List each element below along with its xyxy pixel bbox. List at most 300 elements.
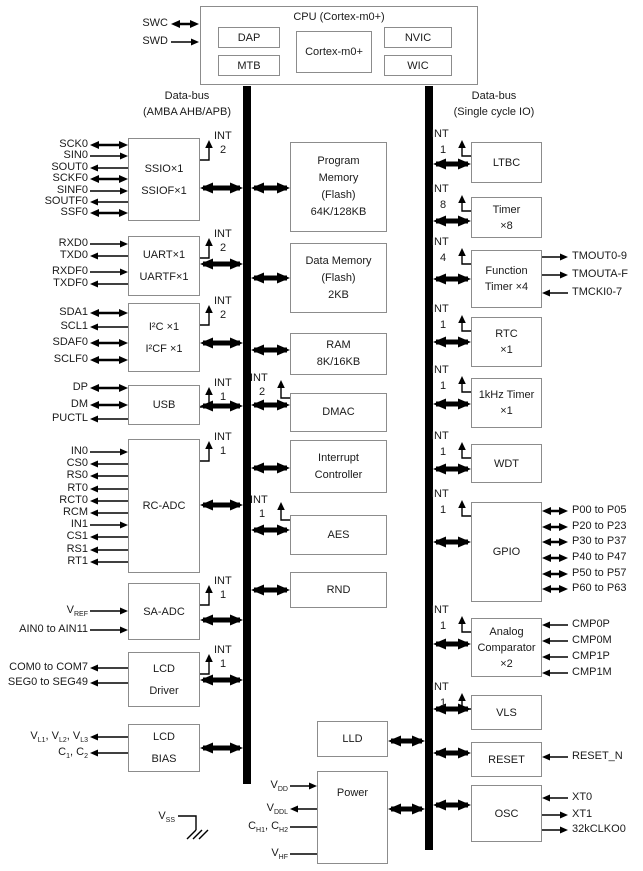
debug-signal-arrow-icon: [171, 20, 199, 28]
interrupt-label: INT: [431, 236, 449, 248]
block-program-memory: [290, 142, 387, 232]
block-timer: [471, 197, 542, 238]
block-label-line: UART×1: [142, 249, 186, 261]
i2c-bus-arrow: [200, 338, 243, 349]
timer-bus-arrow: [433, 216, 471, 227]
block-rc-adc: [128, 439, 200, 573]
analog-comparator-bus-arrow: [433, 639, 471, 650]
block-label-line: (Flash): [321, 189, 356, 201]
signal-label: XT1: [572, 808, 593, 820]
signal-arrow-icon: [90, 498, 128, 505]
reset-bus-arrow: [433, 748, 471, 759]
signal-arrow-icon: [542, 554, 568, 562]
bus-label-line: Data-bus: [471, 90, 517, 102]
block-usb: [128, 385, 200, 425]
interrupt-label: INT: [214, 130, 232, 142]
signal-arrow-icon: [90, 281, 128, 288]
signal-arrow-icon: [542, 622, 568, 629]
lld-bus-arrow: [388, 736, 425, 747]
interrupt-count: 1: [220, 445, 227, 457]
signal-label: RESET_N: [572, 750, 623, 762]
signal-label: RT1: [67, 555, 88, 567]
block-label-line: I²C ×1: [148, 320, 180, 333]
block-vls: [471, 695, 542, 730]
block-lcd-bias: [128, 724, 200, 772]
signal-arrow-icon: [90, 473, 128, 480]
rc-adc-bus-arrow: [200, 500, 243, 511]
interrupt-count: 1: [440, 504, 447, 516]
signal-label: CMP1M: [572, 666, 612, 678]
signal-label: P00 to P05: [572, 504, 627, 516]
signal-label: TMOUTA-F: [572, 268, 629, 280]
signal-label: [0, 745, 88, 759]
block-interrupt-controller: [290, 440, 387, 493]
signal-arrow-icon: [90, 188, 128, 195]
block-label-line: Data Memory: [305, 254, 372, 267]
block-osc: [471, 785, 542, 842]
signal-label: [0, 603, 88, 617]
cpu-sub-block-label: NVIC: [404, 31, 432, 44]
interrupt-count: 1: [220, 391, 227, 403]
signal-label: IN0: [70, 445, 88, 457]
block-label-line: RAM: [326, 339, 351, 351]
interrupt-label: INT: [431, 183, 449, 195]
block-label-line: SA-ADC: [143, 605, 185, 618]
osc-bus-arrow: [433, 800, 471, 811]
signal-arrow-icon: [542, 638, 568, 645]
label-subscript: H1: [256, 827, 265, 835]
signal-arrow-icon: [90, 141, 128, 149]
signal-label: [195, 778, 288, 792]
cpu-sub-block-2: [296, 31, 372, 73]
signal-arrow-icon: [290, 806, 317, 813]
interrupt-count: 2: [220, 144, 227, 156]
signal-arrow-icon: [542, 812, 568, 819]
interrupt-label: INT: [214, 228, 232, 240]
function-timer-bus-arrow: [433, 274, 471, 285]
signal-arrow-icon: [90, 199, 128, 206]
signal-label: RXD0: [58, 237, 88, 249]
label-subscript: DDL: [273, 809, 288, 817]
interrupt-count: 1: [259, 508, 266, 520]
cpu-sub-block-label: DAP: [237, 31, 261, 44]
signal-label: RT0: [67, 482, 88, 494]
lcd-bias-bus-arrow: [200, 743, 243, 754]
signal-label: TMOUT0-9: [572, 250, 627, 262]
block-label-line: Timer ×4: [484, 281, 529, 293]
rnd-bus-arrow: [251, 585, 290, 596]
signal-arrow-icon: [542, 754, 568, 761]
signal-label: SINF0: [56, 184, 88, 196]
signal-arrow-icon: [90, 165, 128, 172]
block-rtc: [471, 317, 542, 367]
interrupt-arrow-icon: [458, 442, 471, 458]
single-cycle-io-bus: [425, 86, 433, 850]
signal-arrow-icon: [90, 175, 128, 183]
interrupt-count: 4: [440, 252, 447, 264]
signal-arrow-icon: [90, 534, 128, 541]
program-memory-bus-arrow: [251, 183, 290, 194]
ltbc-bus-arrow: [433, 159, 471, 170]
block-i2c: [128, 303, 200, 372]
signal-arrow-icon: [90, 734, 128, 741]
cpu-sub-block-label: Cortex-m0+: [305, 46, 363, 58]
block-label-line: ×1: [500, 344, 513, 356]
interrupt-label: INT: [431, 604, 449, 616]
signal-label: RS1: [66, 543, 88, 555]
interrupt-controller-bus-arrow: [251, 463, 290, 474]
label-segment: V: [158, 810, 166, 822]
signal-arrow-icon: [542, 670, 568, 677]
signal-arrow-icon: [90, 153, 128, 160]
label-segment: V: [30, 730, 38, 742]
signal-label: CS0: [66, 457, 88, 469]
signal-arrow-icon: [90, 486, 128, 493]
signal-label: [195, 846, 288, 860]
cpu-sub-block-label: WIC: [407, 59, 429, 72]
signal-label: SDAF0: [52, 336, 88, 348]
signal-label: SEG0 to SEG49: [7, 676, 88, 688]
signal-label: P40 to P47: [572, 551, 627, 563]
block-label-line: ×8: [500, 219, 513, 232]
block-aes: [290, 515, 387, 555]
interrupt-arrow-icon: [200, 140, 213, 160]
signal-arrow-icon: [542, 254, 568, 261]
bus-label-left: [120, 88, 254, 120]
signal-arrow-icon: [90, 750, 128, 757]
block-reset: [471, 742, 542, 777]
block-label-line: LCD: [152, 731, 175, 743]
label-subscript: REF: [74, 611, 88, 619]
signal-label: DP: [72, 381, 88, 393]
signal-label: RCM: [62, 506, 88, 518]
block-data-memory: [290, 243, 387, 313]
cpu-title: CPU (Cortex-m0+): [293, 11, 385, 23]
signal-arrow-icon: [90, 461, 128, 468]
signal-label: COM0 to COM7: [9, 661, 88, 673]
block-label-line: OSC: [494, 807, 519, 820]
signal-label: IN1: [70, 518, 88, 530]
signal-arrow-icon: [542, 538, 568, 546]
signal-arrow-icon: [90, 559, 128, 566]
block-label-line: 64K/128KB: [310, 206, 367, 218]
signal-label: SOUTF0: [44, 195, 88, 207]
interrupt-count: 2: [220, 309, 227, 321]
block-label-line: Power: [336, 787, 369, 799]
signal-arrow-icon: [290, 783, 317, 790]
block-sa-adc: [128, 583, 200, 640]
block-label-line: BIAS: [151, 753, 177, 765]
interrupt-label: INT: [431, 488, 449, 500]
signal-label: RCT0: [59, 494, 88, 506]
interrupt-count: 1: [440, 319, 447, 331]
uart-bus-arrow: [200, 259, 243, 270]
label-subscript: HF: [278, 854, 288, 862]
block-label-line: Driver: [149, 684, 179, 697]
interrupt-arrow-icon: [200, 305, 213, 325]
signal-arrow-icon: [90, 665, 128, 672]
interrupt-count: 1: [440, 620, 447, 632]
cpu-sub-block-0: [218, 27, 280, 48]
ssio-bus-arrow: [200, 183, 243, 194]
block-label-line: GPIO: [492, 546, 521, 558]
block-label-line: USB: [152, 399, 176, 411]
block-label-line: LTBC: [492, 156, 521, 169]
interrupt-label: INT: [214, 575, 232, 587]
lcd-driver-bus-arrow: [200, 675, 243, 686]
bus-label-line: Data-bus: [164, 90, 210, 102]
signal-arrow-icon: [90, 416, 128, 423]
signal-arrow-icon: [542, 570, 568, 578]
signal-arrow-icon: [90, 209, 128, 217]
bus-label-right: [432, 88, 556, 120]
interrupt-arrow-icon: [458, 500, 471, 516]
interrupt-arrow-icon: [200, 238, 213, 258]
label-subscript: DD: [277, 786, 288, 794]
interrupt-arrow-icon: [458, 248, 471, 264]
block-label-line: Interrupt: [318, 451, 359, 464]
interrupt-arrow-icon: [458, 140, 471, 156]
label-segment: C: [58, 746, 67, 758]
block-label-line: ×1: [500, 405, 513, 417]
label-segment: , C: [70, 746, 85, 758]
block-label-line: SSIO×1: [144, 162, 184, 175]
bus-label-line: (AMBA AHB/APB): [142, 106, 232, 118]
label-segment: V: [270, 779, 278, 791]
interrupt-label: INT: [214, 295, 232, 307]
signal-arrow-icon: [90, 253, 128, 260]
cpu-sub-block-1: [218, 55, 280, 76]
debug-signal-label: SWD: [142, 35, 168, 47]
gpio-bus-arrow: [433, 537, 471, 548]
label-subscript: 1: [66, 753, 71, 761]
block-dmac: [290, 393, 387, 432]
block-label-line: Function: [485, 265, 528, 277]
signal-arrow-icon: [542, 272, 568, 279]
signal-label: SCL1: [60, 320, 88, 332]
interrupt-arrow-icon: [458, 315, 471, 331]
signal-label: 32kCLKO0: [572, 823, 626, 835]
signal-arrow-icon: [90, 449, 128, 456]
signal-arrow-icon: [90, 522, 128, 529]
block-label-line: (Flash): [321, 271, 356, 284]
signal-arrow-icon: [542, 654, 568, 661]
block-label-line: Memory: [318, 172, 359, 184]
block-label-line: RESET: [488, 753, 525, 766]
label-subscript: SS: [165, 817, 175, 825]
signal-label: SSF0: [60, 206, 88, 218]
interrupt-label: INT: [250, 494, 268, 506]
block-rnd: [290, 572, 387, 608]
signal-arrow-icon: [542, 827, 568, 834]
block-label-line: Program: [317, 155, 360, 167]
signal-label: SCK0: [59, 138, 88, 150]
interrupt-count: 2: [259, 386, 266, 398]
debug-signal-arrow-icon: [171, 39, 199, 46]
interrupt-label: INT: [431, 681, 449, 693]
interrupt-arrow-icon: [277, 380, 290, 398]
amba-ahb-apb-bus: [243, 86, 251, 784]
label-subscript: L1: [37, 737, 46, 745]
signal-label: TXD0: [59, 249, 88, 261]
signal-label: DM: [70, 398, 88, 410]
interrupt-label: INT: [214, 644, 232, 656]
signal-label: [195, 801, 288, 815]
signal-arrow-icon: [90, 547, 128, 554]
signal-label: TMCKI0-7: [572, 286, 623, 298]
block-label-line: I²CF ×1: [145, 342, 183, 355]
block-label-line: UARTF×1: [139, 271, 189, 283]
interrupt-count: 1: [440, 446, 447, 458]
interrupt-count: 1: [440, 697, 447, 709]
signal-arrow-icon: [90, 608, 128, 615]
signal-label: SOUT0: [51, 161, 88, 173]
block-label-line: RTC: [495, 328, 518, 340]
block-label-line: RC-ADC: [142, 500, 186, 512]
interrupt-arrow-icon: [200, 585, 213, 605]
block-power: [317, 771, 388, 864]
interrupt-arrow-icon: [200, 654, 213, 674]
cpu-sub-block-4: [384, 55, 452, 76]
signal-label: AIN0 to AIN11: [19, 623, 88, 635]
signal-label: RXDF0: [51, 265, 88, 277]
signal-label: P50 to P57: [572, 567, 627, 579]
label-subscript: L2: [58, 737, 67, 745]
signal-arrow-icon: [542, 795, 568, 802]
signal-arrow-icon: [542, 585, 568, 593]
block-lcd-driver: [128, 652, 200, 707]
block-label-line: LLD: [342, 732, 363, 745]
block-label-line: 1kHz Timer: [478, 389, 535, 401]
block-label-line: Analog: [489, 625, 524, 638]
signal-label: P30 to P37: [572, 535, 627, 547]
block-lld: [317, 721, 388, 757]
block-label-line: AES: [327, 528, 350, 541]
block-label-line: SSIOF×1: [141, 184, 187, 197]
interrupt-label: INT: [431, 128, 449, 140]
block-label-line: Timer: [492, 203, 521, 216]
block-label-line: VLS: [496, 706, 517, 719]
signal-label: CS1: [66, 530, 88, 542]
signal-label: PUCTL: [51, 412, 88, 424]
signal-label: SDA1: [59, 306, 88, 318]
power-bus-arrow: [388, 804, 425, 815]
cpu-sub-block-3: [384, 27, 452, 48]
interrupt-count: 1: [220, 658, 227, 670]
rtc-bus-arrow: [433, 337, 471, 348]
block-label-line: WDT: [493, 457, 520, 470]
signal-arrow-icon: [90, 241, 128, 248]
interrupt-label: INT: [250, 372, 268, 384]
label-subscript: 2: [84, 753, 88, 761]
signal-label: [0, 729, 88, 743]
signal-arrow-icon: [90, 627, 128, 634]
block-label-line: 2KB: [328, 288, 349, 301]
signal-arrow-icon: [90, 269, 128, 276]
block-uart: [128, 236, 200, 296]
signal-label: CMP1P: [572, 650, 610, 662]
signal-label: CMP0P: [572, 618, 610, 630]
block-label-line: RND: [326, 583, 351, 596]
label-subscript: L3: [80, 737, 88, 745]
label-segment: V: [271, 847, 279, 859]
signal-arrow-icon: [90, 339, 128, 347]
interrupt-count: 1: [440, 380, 447, 392]
signal-label: TXDF0: [53, 277, 88, 289]
block-analog-comparator: [471, 618, 542, 677]
interrupt-label: INT: [214, 431, 232, 443]
interrupt-label: INT: [431, 364, 449, 376]
interrupt-count: 8: [440, 199, 447, 211]
interrupt-arrow-icon: [277, 502, 290, 520]
ram-bus-arrow: [251, 345, 290, 356]
block-ram: [290, 333, 387, 375]
label-segment: V: [66, 604, 74, 616]
signal-arrow-icon: [90, 356, 128, 364]
block-label-line: DMAC: [322, 406, 355, 418]
signal-label: SCKF0: [52, 172, 88, 184]
interrupt-arrow-icon: [458, 195, 471, 211]
signal-label: SCLF0: [53, 353, 88, 365]
block-1khz-timer: [471, 378, 542, 428]
signal-arrow-icon: [90, 680, 128, 687]
signal-label: CMP0M: [572, 634, 612, 646]
block-label-line: 8K/16KB: [316, 356, 361, 368]
signal-arrow-icon: [90, 510, 128, 517]
sa-adc-bus-arrow: [200, 615, 243, 626]
interrupt-arrow-icon: [458, 616, 471, 632]
interrupt-arrow-icon: [458, 376, 471, 392]
cpu-sub-block-label: MTB: [237, 59, 261, 72]
signal-label: P20 to P23: [572, 520, 627, 532]
block-ltbc: [471, 142, 542, 183]
label-segment: V: [266, 802, 274, 814]
label-segment: , C: [264, 820, 280, 832]
block-ssio: [128, 138, 200, 221]
bus-label-line: (Single cycle IO): [453, 106, 535, 118]
signal-arrow-icon: [542, 290, 568, 297]
signal-arrow-icon: [542, 507, 568, 515]
signal-label: SIN0: [63, 149, 88, 161]
signal-arrow-icon: [90, 401, 128, 409]
signal-label: XT0: [572, 791, 593, 803]
block-label-line: Comparator: [477, 641, 536, 654]
label-segment: C: [248, 820, 257, 832]
signal-arrow-icon: [90, 309, 128, 317]
signal-arrow-icon: [90, 324, 128, 331]
block-gpio: [471, 502, 542, 602]
dmac-bus-arrow: [251, 400, 290, 411]
interrupt-label: INT: [431, 303, 449, 315]
label-segment: , V: [66, 730, 81, 742]
interrupt-count: 2: [220, 242, 227, 254]
block-function-timer: [471, 250, 542, 308]
interrupt-count: 1: [440, 144, 447, 156]
signal-label: RS0: [66, 469, 88, 481]
label-subscript: H2: [279, 827, 288, 835]
1khz-timer-bus-arrow: [433, 399, 471, 410]
block-label-line: Controller: [314, 468, 363, 481]
interrupt-arrow-icon: [200, 441, 213, 461]
block-wdt: [471, 444, 542, 483]
signal-arrow-icon: [90, 384, 128, 392]
label-segment: , V: [45, 730, 59, 742]
interrupt-count: 1: [220, 589, 227, 601]
data-memory-bus-arrow: [251, 273, 290, 284]
interrupt-label: INT: [214, 377, 232, 389]
ground-label: [130, 809, 175, 823]
aes-bus-arrow: [251, 525, 290, 536]
